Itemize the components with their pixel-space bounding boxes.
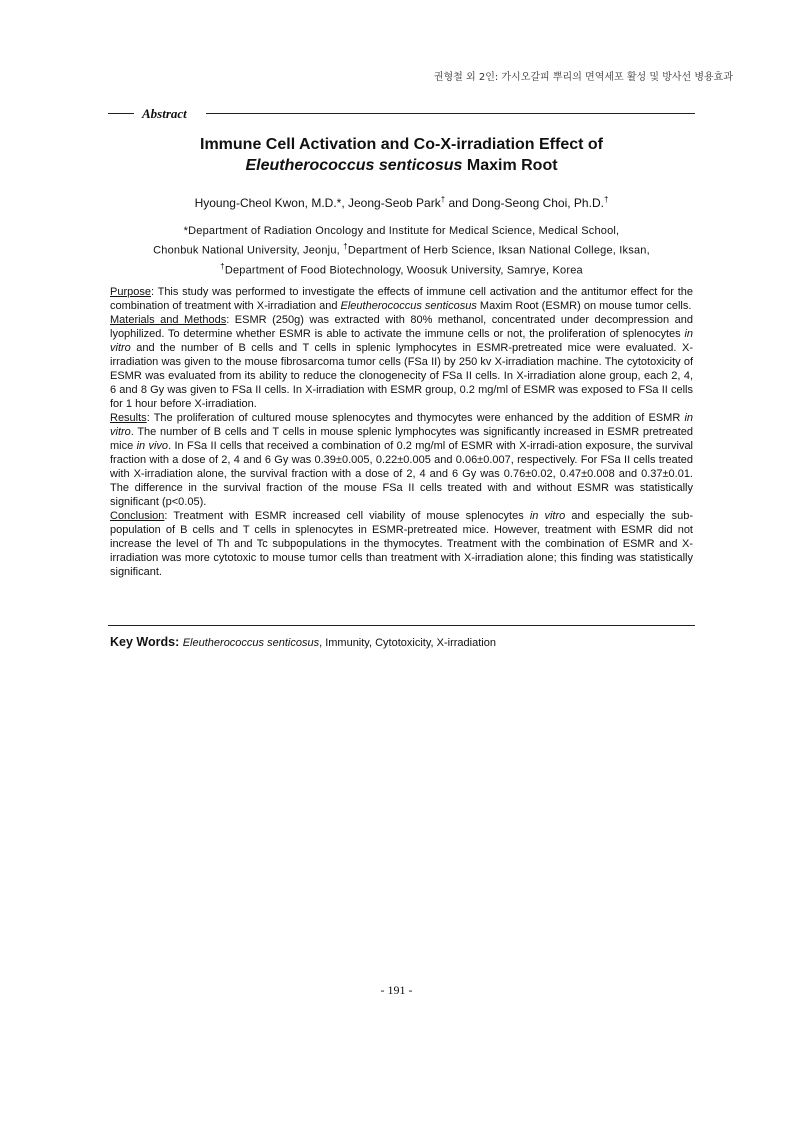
results-paragraph bbox=[110, 411, 693, 509]
purpose-italic: Eleutherococcus senticosus bbox=[340, 300, 477, 312]
title-line-2-rest: Maxim Root bbox=[462, 157, 558, 174]
author-1-mark: † bbox=[440, 195, 446, 204]
title-species: Eleutherococcus senticosus bbox=[245, 157, 463, 174]
affiliation-line-2b: Department of Herb Science, Iksan National College, Iksan, bbox=[347, 244, 650, 257]
purpose-text-a: : This study was performed to investigate the effects of immune cell activation and the antitumor effect for the combination of treatment with X-irradiation and bbox=[110, 286, 693, 312]
abstract-heading bbox=[108, 106, 695, 120]
running-head: 권형철 외 2인: 가시오갈피 뿌리의 면역세포 활성 및 방사선 병용효과 bbox=[433, 72, 733, 83]
results-text-c: . In FSa II cells that received a combination of 0.2 mg/ml of ESMR with X-irradi-ation exposure, the survival fraction with a dose of 2, 4 and 6 Gy was 0.39±0.005, 0.22±0.005 and 0.06±0.007, respectively. For FSa II cells treated with X-irradiation alone, the survival fraction with a dose of 2, 4 and 6 Gy was 0.76±0.02, 0.47±0.008 and 0.37±0.01. The difference in the survival fraction of the mouse FSa II cells treated with and without ESMR was statistically significant (p<0.05). bbox=[110, 440, 693, 508]
methods-text-b: and the number of B cells and T cells in splenic lymphocytes in ESMR-pretreated mice were evaluated. X-irradiation was given to the mouse fibrosarcoma tumor cells (FSa II) by 250 kv X-irradiation machine. The cytotoxicity of ESMR was evaluated from its ability to reduce the clonogenecity of FSa II cells. In X-irradiation alone group, each 2, 4, 6 and 8 Gy was given to FSa II cells. In X-irradiation with ESMR group, 0.2 mg/ml of ESMR was exposed to FSa II cells for 1 hour before X-irradiation. bbox=[110, 342, 693, 410]
conclusion-text-a: : Treatment with ESMR increased cell viability of mouse splenocytes bbox=[164, 510, 530, 522]
results-heading: Results bbox=[110, 412, 147, 424]
abstract-body bbox=[110, 285, 693, 579]
results-italic-2: in vivo bbox=[136, 440, 169, 452]
conclusion-paragraph bbox=[110, 509, 693, 579]
abstract-label: Abstract bbox=[142, 106, 187, 121]
author-2: and Dong-Seong Choi, Ph.D. bbox=[445, 196, 604, 210]
rule-right bbox=[206, 113, 695, 114]
keywords-species: Eleutherococcus senticosus bbox=[182, 637, 320, 649]
methods-text-a: : ESMR (250g) was extracted with 80% methanol, concentrated under decompression and lyophilized. To determine whether ESMR is able to activate the immune cells or not, the proliferation of splenocytes bbox=[110, 314, 693, 340]
keywords bbox=[110, 635, 693, 649]
purpose-heading: Purpose bbox=[110, 286, 151, 298]
keywords-rule bbox=[108, 625, 695, 626]
keywords-rest: , Immunity, Cytotoxicity, X-irradiation bbox=[319, 637, 496, 649]
purpose-paragraph bbox=[110, 285, 693, 313]
author-1: Hyoung-Cheol Kwon, M.D.*, Jeong-Seob Park bbox=[194, 196, 441, 210]
conclusion-text-b: and especially the sub-population of B cells and T cells in splenocytes in ESMR-pretreated mice. However, treatment with ESMR did not increase the level of Th and Tc subpopulations in the thymocytes. Treatment with the combination of ESMR and X-irradiation was more cytotoxic to mouse tumor cells than treatment with X-irradiation alone; this finding was statistically significant. bbox=[110, 510, 693, 578]
title-line-1: Immune Cell Activation and Co-X-irradiation Effect of bbox=[200, 136, 603, 153]
methods-heading: Materials and Methods bbox=[110, 314, 227, 326]
affiliation-line-1: *Department of Radiation Oncology and Institute for Medical Science, Medical School, bbox=[183, 225, 620, 237]
affiliation-line-3 bbox=[108, 259, 695, 279]
author-2-mark: † bbox=[603, 195, 609, 204]
results-text-b: . The number of B cells and T cells in mouse splenic lymphocytes was significantly increased in ESMR pretreated mice bbox=[110, 426, 693, 452]
purpose-text-b: Maxim Root (ESMR) on mouse tumor cells. bbox=[476, 300, 692, 312]
affiliation-line-3-text: Department of Food Biotechnology, Woosuk University, Samrye, Korea bbox=[224, 264, 583, 277]
page-number: - 191 - bbox=[380, 983, 413, 997]
conclusion-heading: Conclusion bbox=[110, 510, 165, 522]
authors bbox=[108, 195, 695, 210]
paper-title bbox=[108, 134, 695, 176]
affiliation-mark-1: † bbox=[343, 242, 348, 251]
conclusion-italic: in vitro bbox=[529, 510, 566, 522]
affiliation-mark-2: † bbox=[220, 261, 225, 271]
affiliation-line-2 bbox=[108, 239, 695, 259]
affiliations bbox=[108, 224, 695, 278]
rule-left bbox=[108, 113, 134, 114]
results-italic-1: in vitro bbox=[110, 412, 693, 438]
methods-italic: in vitro bbox=[110, 328, 693, 354]
keywords-label: Key Words bbox=[110, 635, 176, 649]
results-text-a: : The proliferation of cultured mouse splenocytes and thymocytes were enhanced by the addition of ESMR bbox=[146, 412, 685, 424]
keywords-sep: : bbox=[175, 635, 183, 649]
affiliation-line-2a: Chonbuk National University, Jeonju, bbox=[153, 244, 344, 257]
title-line-2 bbox=[108, 155, 695, 176]
methods-paragraph bbox=[110, 313, 693, 411]
